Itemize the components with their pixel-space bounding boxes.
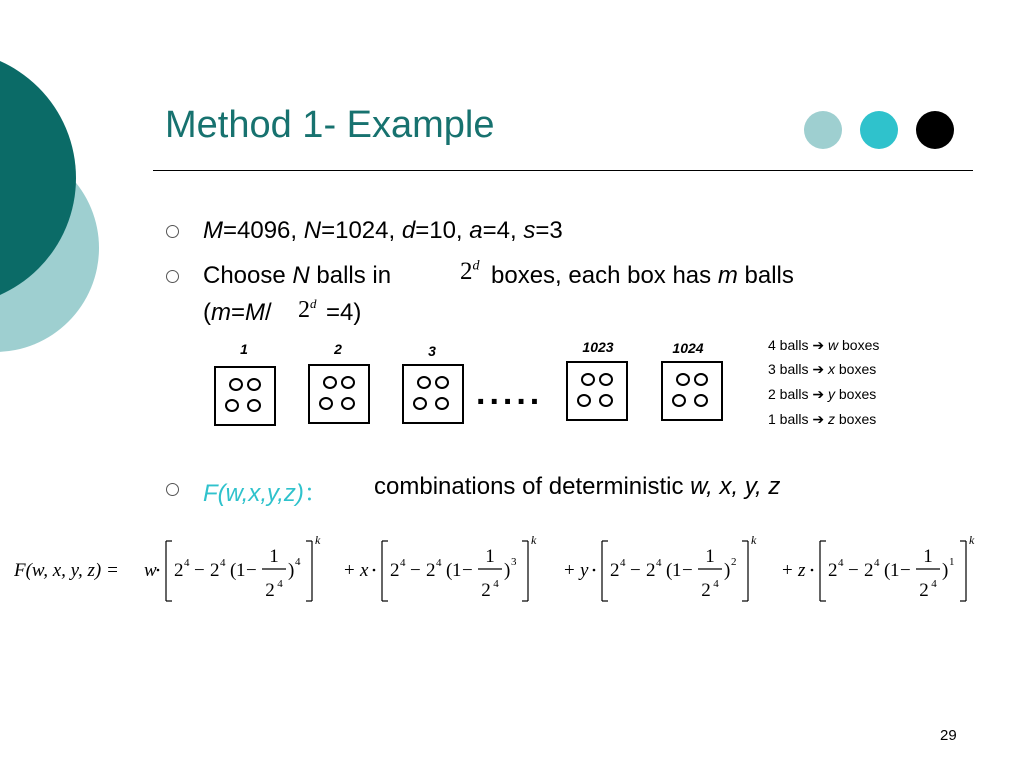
right-arrow-icon: ➔ <box>812 386 825 402</box>
paren: ( <box>230 560 237 581</box>
param-var: M <box>203 217 223 244</box>
light-dot-icon <box>804 111 842 149</box>
formula-text: 1 <box>236 560 246 581</box>
box-label: 1 <box>240 341 248 357</box>
ball-icon <box>577 394 591 407</box>
formula-text: 2 <box>646 560 656 581</box>
text-balls: balls <box>737 262 794 289</box>
formula-text: 4 <box>931 578 937 590</box>
formula-text: 2 <box>828 560 838 581</box>
ball-icon <box>435 397 449 410</box>
multiply-dot <box>157 569 160 572</box>
formula-text: y <box>580 560 589 581</box>
formula-text: + <box>782 560 793 581</box>
formula-text: − <box>194 560 205 581</box>
title-divider <box>153 170 973 171</box>
legend-count: 3 balls <box>768 361 809 377</box>
formula-text: − <box>682 560 693 581</box>
param-var: N <box>303 217 322 244</box>
ball-box <box>402 364 464 424</box>
ball-icon <box>319 397 333 410</box>
param-value: =4, <box>482 217 524 244</box>
ball-icon <box>229 378 243 391</box>
colon: ： <box>303 480 328 507</box>
formula-text: 2 <box>390 560 400 581</box>
formula-text: 1 <box>949 556 955 568</box>
var-N: N <box>292 262 310 289</box>
formula-text: 2 <box>731 556 737 568</box>
ball-icon <box>676 373 690 386</box>
formula-text: 2 <box>481 580 491 601</box>
paren: ) <box>942 560 949 581</box>
formula-text: 4 <box>400 557 406 569</box>
legend-unit: boxes <box>838 361 877 377</box>
ball-icon <box>413 397 427 410</box>
legend-count: 4 balls <box>768 337 809 353</box>
formula-text: 4 <box>874 557 880 569</box>
ball-icon <box>417 376 431 389</box>
equals: = <box>231 299 246 326</box>
slash: / <box>265 299 272 326</box>
legend-var: z <box>827 411 835 427</box>
multiply-dot <box>373 569 376 572</box>
formula-text: 4 <box>656 557 662 569</box>
black-dot-icon <box>916 111 954 149</box>
m-value: =4) <box>326 299 362 326</box>
formula-text: z <box>798 560 806 581</box>
formula-text: 1 <box>269 546 279 567</box>
ball-icon <box>435 376 449 389</box>
formula-text: 1 <box>923 546 933 567</box>
ball-icon <box>225 399 239 412</box>
ball-icon <box>341 397 355 410</box>
legend-var: x <box>827 361 835 377</box>
legend-row <box>768 361 876 378</box>
formula-text: 4 <box>184 557 190 569</box>
legend-row <box>768 411 876 428</box>
formula-text: 4 <box>838 557 844 569</box>
param-var: s <box>523 217 536 244</box>
ball-icon <box>599 373 613 386</box>
legend-unit: boxes <box>842 337 880 353</box>
formula-text: 2 <box>919 580 929 601</box>
formula-text: 2 <box>210 560 220 581</box>
ball-icon <box>247 378 261 391</box>
ball-icon <box>323 376 337 389</box>
bullet-combinations <box>203 473 328 508</box>
param-value: =1024, <box>321 217 402 244</box>
legend-var: y <box>827 386 835 402</box>
text-balls-in: balls in <box>309 262 392 289</box>
formula-text: − <box>246 560 257 581</box>
decorative-circles <box>0 0 110 400</box>
formula-text: 4 <box>277 578 283 590</box>
formula-text: 2 <box>265 580 275 601</box>
base-two: 2 <box>460 258 473 285</box>
var-M: M <box>245 299 266 326</box>
legend-unit: boxes <box>838 386 877 402</box>
page-number: 29 <box>940 727 957 744</box>
var-m: m <box>717 262 738 289</box>
text-choose: Choose <box>203 262 293 289</box>
param-value: =3 <box>535 217 563 244</box>
paren: ) <box>288 560 295 581</box>
multiply-dot <box>811 569 814 572</box>
right-arrow-icon: ➔ <box>812 361 825 377</box>
paren: ( <box>666 560 673 581</box>
ball-icon <box>247 399 261 412</box>
bullet-choose-cont <box>491 262 794 290</box>
formula-text: F(w, x, y, z) = <box>14 560 119 581</box>
formula-text: 4 <box>713 578 719 590</box>
formula-text: x <box>360 560 369 581</box>
combinations-text: combinations of deterministic <box>374 473 691 500</box>
paren-open: ( <box>203 299 211 326</box>
ball-icon <box>672 394 686 407</box>
ball-icon <box>581 373 595 386</box>
vars-text: w, x, y, z <box>690 473 781 500</box>
formula-text: − <box>848 560 859 581</box>
box-label: 1024 <box>672 340 704 356</box>
formula-text: 1 <box>485 546 495 567</box>
right-arrow-icon: ➔ <box>812 337 825 353</box>
ball-icon <box>694 373 708 386</box>
ball-box <box>214 366 276 426</box>
slide-title: Method 1- Example <box>165 104 495 146</box>
formula-text: 4 <box>295 556 301 568</box>
formula-text: 2 <box>426 560 436 581</box>
formula-text: − <box>900 560 911 581</box>
ball-icon <box>341 376 355 389</box>
formula-text: 4 <box>436 557 442 569</box>
legend-row <box>768 337 879 354</box>
bullet-combinations-text <box>374 473 780 501</box>
formula-text: 1 <box>452 560 462 581</box>
ball-icon <box>694 394 708 407</box>
formula-text: + <box>564 560 575 581</box>
formula-text: 3 <box>511 556 517 568</box>
legend-count: 2 balls <box>768 386 809 402</box>
formula-text: 4 <box>493 578 499 590</box>
formula-text: 2 <box>701 580 711 601</box>
cyan-dot-icon <box>860 111 898 149</box>
box-label: 3 <box>428 343 436 359</box>
ball-box <box>566 361 628 421</box>
exp-d: d <box>472 258 480 274</box>
formula-text: 2 <box>610 560 620 581</box>
multiply-dot <box>593 569 596 572</box>
ball-box <box>308 364 370 424</box>
exp-d: d <box>310 296 317 311</box>
formula-text: k <box>315 535 321 547</box>
formula-text: − <box>410 560 421 581</box>
param-var: a <box>469 217 483 244</box>
power-2-d <box>460 258 480 286</box>
bullet-choose <box>203 262 391 290</box>
legend-unit: boxes <box>838 411 877 427</box>
ellipsis: ..... <box>476 374 544 412</box>
ball-icon <box>599 394 613 407</box>
formula-text: 1 <box>705 546 715 567</box>
formula-text: 4 <box>620 557 626 569</box>
bullet-params <box>203 217 563 245</box>
bullet-icon <box>166 483 179 496</box>
paren: ( <box>446 560 453 581</box>
formula-text: w <box>144 560 157 581</box>
formula-text: 4 <box>220 557 226 569</box>
paren: ) <box>724 560 731 581</box>
legend-count: 1 balls <box>768 411 809 427</box>
param-var: d <box>401 217 416 244</box>
bullet-icon <box>166 270 179 283</box>
formula-text: 2 <box>174 560 184 581</box>
formula-text: k <box>751 535 757 547</box>
bullet-icon <box>166 225 179 238</box>
right-arrow-icon: ➔ <box>812 411 825 427</box>
param-value: =4096, <box>223 217 304 244</box>
formula-text: − <box>462 560 473 581</box>
formula-text: 2 <box>864 560 874 581</box>
bullet-m-def <box>203 299 272 327</box>
box-label: 2 <box>334 341 342 357</box>
legend-row <box>768 386 876 403</box>
formula-text: + <box>344 560 355 581</box>
param-value: =10, <box>415 217 470 244</box>
base-two: 2 <box>298 297 310 323</box>
formula-text: k <box>969 535 975 547</box>
formula <box>14 535 994 610</box>
legend-var: w <box>827 337 839 353</box>
text-boxes: boxes, each box has <box>491 262 718 289</box>
formula-text: 1 <box>890 560 900 581</box>
formula-text: 1 <box>672 560 682 581</box>
var-m: m <box>211 299 231 326</box>
function-name: F(w,x,y,z) <box>203 480 304 507</box>
box-label: 1023 <box>582 339 614 355</box>
paren: ) <box>504 560 511 581</box>
paren: ( <box>884 560 891 581</box>
formula-text: k <box>531 535 537 547</box>
formula-text: − <box>630 560 641 581</box>
ball-box <box>661 361 723 421</box>
power-2-d-second <box>298 296 317 324</box>
